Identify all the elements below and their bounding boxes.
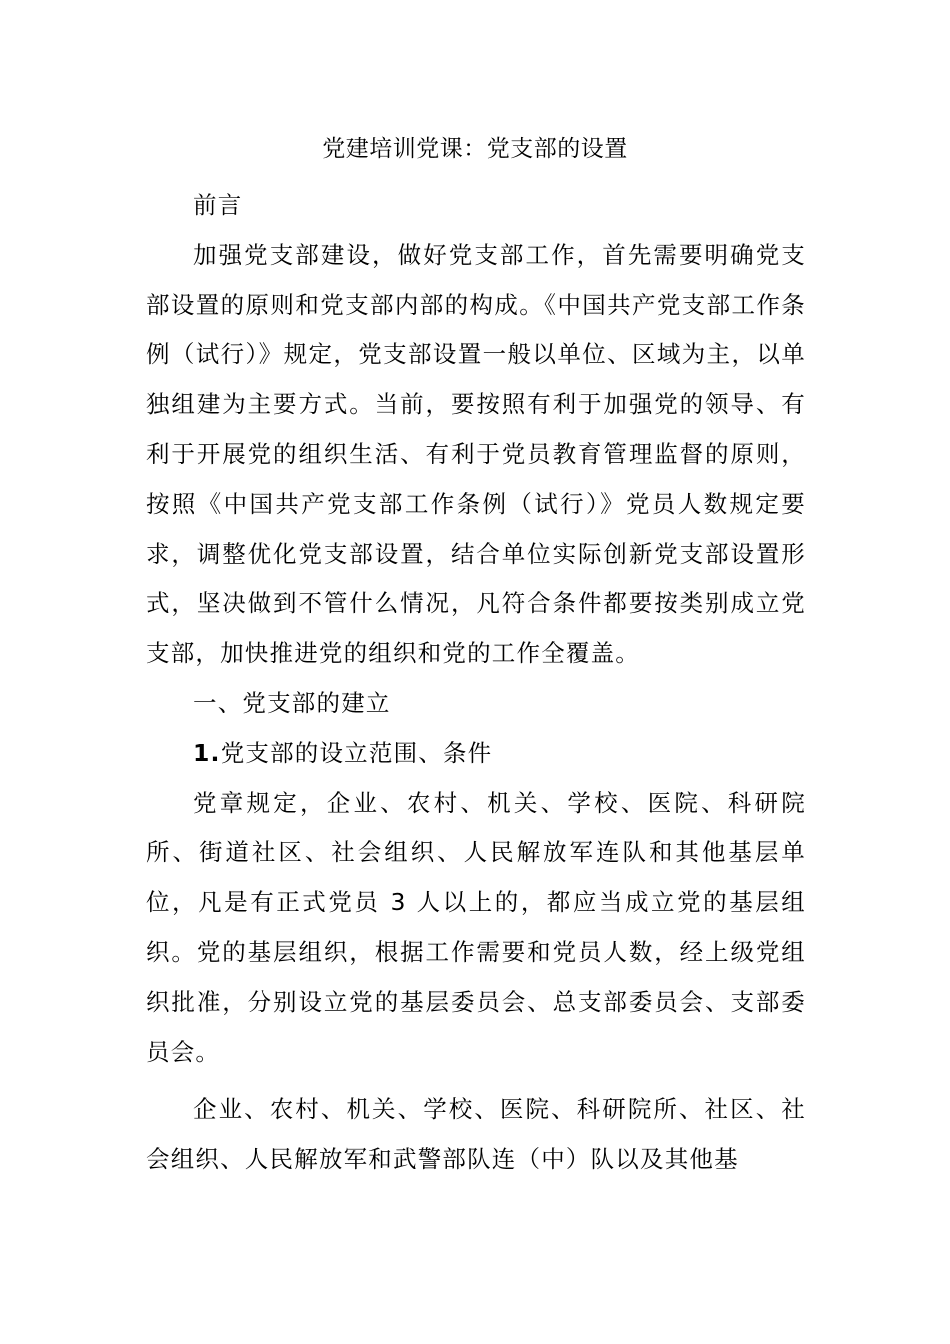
subsection-title: 党支部的设立范围、条件 [220,738,493,767]
body-paragraph: 企业、农村、机关、学校、医院、科研院所、社区、社会组织、人民解放军和武警部队连（中）队以及其他基 [146,1095,806,1174]
page-title: 党建培训党课：党支部的设置 [322,136,628,162]
section-heading: 一、党支部的建立 [193,688,391,717]
paragraph-spacer [146,1077,806,1085]
preface-paragraph: 加强党支部建设，做好党支部工作，首先需要明确党支部设置的原则和党支部内部的构成。《中国共产党支部工作条例（试行）》规定，党支部设置一般以单位、区域为主，以单独组建为主要方式。当前，要按照有利于加强党的领导、有利于开展党的组织生活、有利于党员教育管理监督的原则，按照《中国共产党支部工作条例（试行）》党员人数规定要求，调整优化党支部设置，结合单位实际创新党支部设置形式，坚决做到不管什么情况，凡符合条件都要按类别成立党支部，加快推进党的组织和党的工作全覆盖。 [146,240,806,668]
subsection-heading [146,729,806,779]
subsection-number: 1. [193,738,221,767]
body-paragraph: 党章规定，企业、农村、机关、学校、医院、科研院所、街道社区、社会组织、人民解放军连队和其他基层单位，凡是有正式党员 3 人以上的，都应当成立党的基层组织。党的基层组织，根据工作需要和党员人数，经上级党组织批准，分别设立党的基层委员会、总支部委员会、支部委员会。 [146,788,806,1066]
preface-heading: 前言 [193,191,243,219]
document-body [146,181,806,1185]
